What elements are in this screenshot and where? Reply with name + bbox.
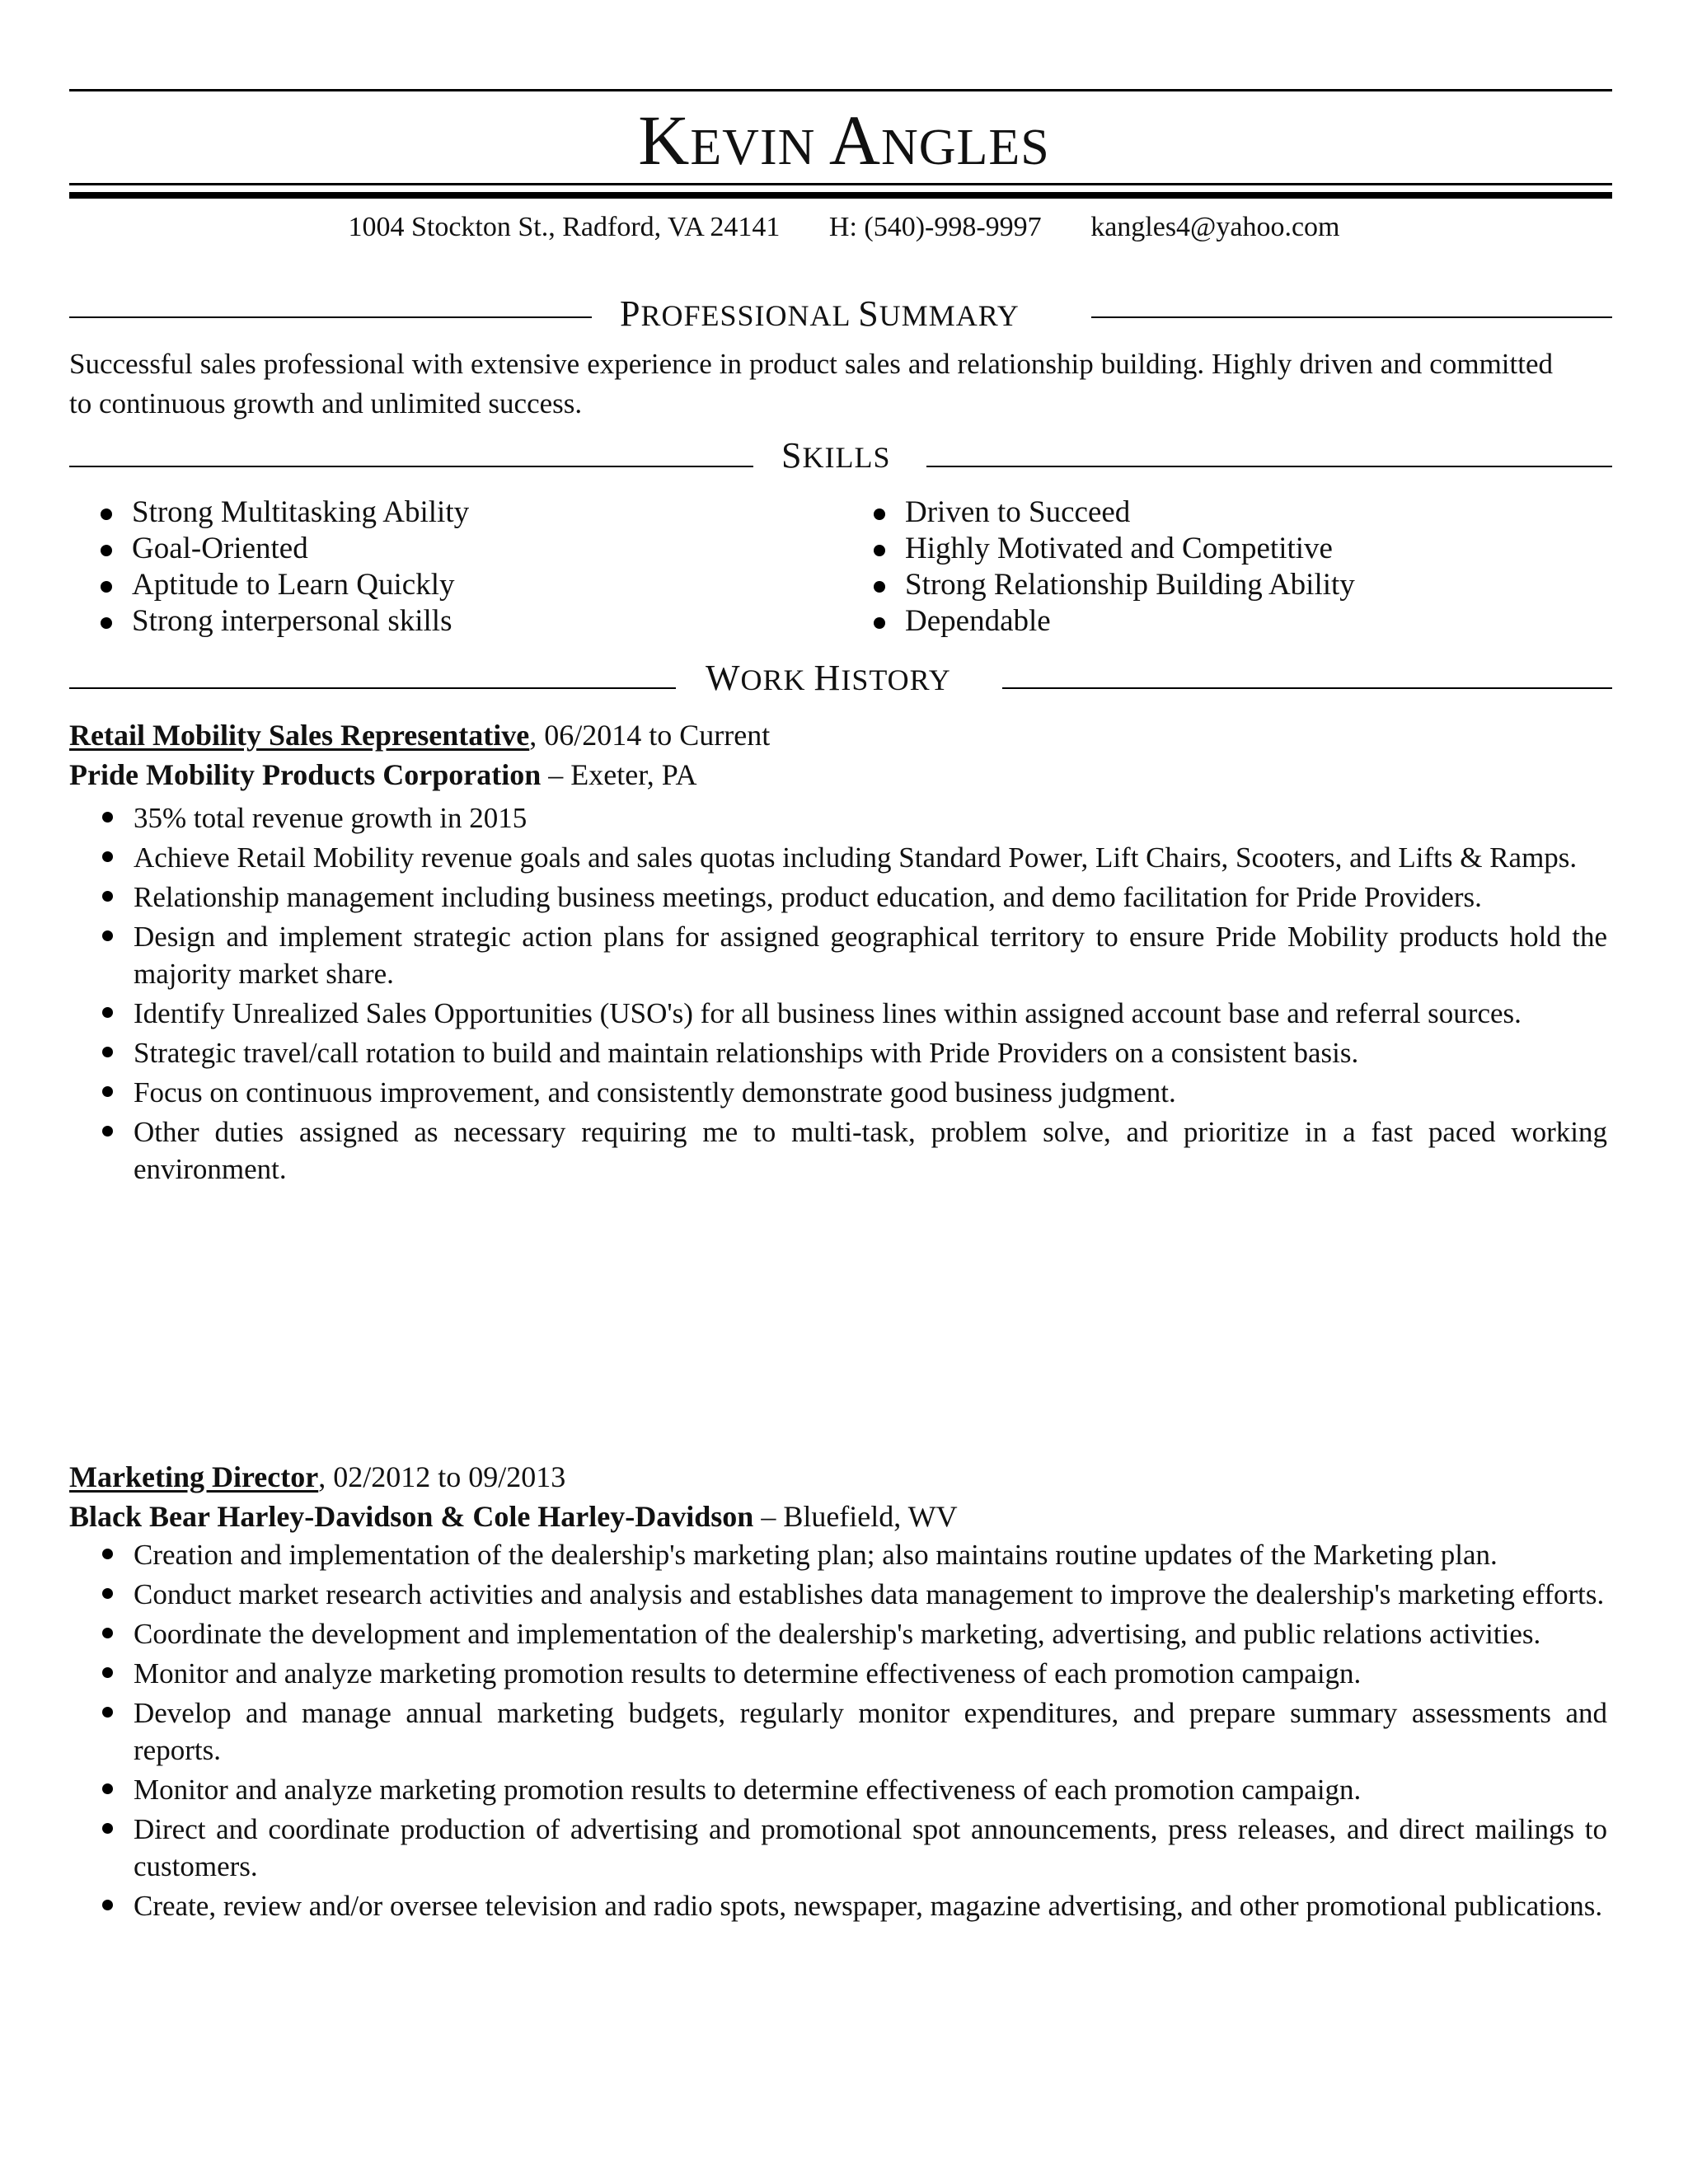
duty-item: Creation and implementation of the dealership's marketing plan; also maintains routine updates of the Marketing plan. bbox=[102, 1536, 1607, 1573]
duty-item: Design and implement strategic action plans for assigned geographical territory to ensure Pride Mobility products hold the majority market share. bbox=[102, 918, 1607, 992]
job-2-company-line bbox=[69, 1497, 958, 1536]
skill-item: Goal-Oriented bbox=[101, 531, 469, 567]
summary-rule-left bbox=[69, 316, 592, 318]
duty-item: Direct and coordinate production of advertising and promotional spot announcements, press releases, and direct mailings to customers. bbox=[102, 1811, 1607, 1885]
header-rule-thick bbox=[69, 192, 1612, 199]
job-2-title: Marketing Director bbox=[69, 1460, 319, 1493]
job-1-company-line bbox=[69, 755, 697, 794]
header-top-rule bbox=[69, 89, 1612, 91]
work-rule-right bbox=[1002, 687, 1612, 689]
skills-list-left bbox=[101, 494, 469, 640]
job-1-dates: , 06/2014 to Current bbox=[529, 719, 771, 752]
duty-item: Conduct market research activities and analysis and establishes data management to improve the dealership's marketing efforts. bbox=[102, 1576, 1607, 1613]
job-2-dates: , 02/2012 to 09/2013 bbox=[318, 1460, 566, 1493]
skills-heading bbox=[781, 437, 890, 476]
duty-item: Achieve Retail Mobility revenue goals and sales quotas including Standard Power, Lift Chairs, Scooters, and Lifts & Ramps. bbox=[102, 839, 1607, 876]
job-2-company: Black Bear Harley-Davidson & Cole Harley-Davidson bbox=[69, 1500, 754, 1533]
skill-item: Strong interpersonal skills bbox=[101, 603, 469, 640]
summary-heading-rest: ROFESSIONAL bbox=[640, 299, 859, 332]
candidate-name bbox=[0, 101, 1688, 180]
work-heading-rest2: ISTORY bbox=[841, 663, 951, 696]
skill-item: Highly Motivated and Competitive bbox=[874, 531, 1355, 567]
duty-item: 35% total revenue growth in 2015 bbox=[102, 799, 1607, 837]
work-heading-rest: ORK bbox=[740, 663, 814, 696]
header-rule-thin bbox=[69, 183, 1612, 185]
duty-item: Develop and manage annual marketing budgets, regularly monitor expenditures, and prepare summary assessments and reports. bbox=[102, 1694, 1607, 1769]
job-1-company: Pride Mobility Products Corporation bbox=[69, 758, 542, 791]
contact-line bbox=[0, 209, 1688, 246]
skills-rule-right bbox=[926, 466, 1612, 467]
skill-item: Dependable bbox=[874, 603, 1355, 640]
summary-heading-rest2: UMMARY bbox=[879, 299, 1020, 332]
name-first-rest: EVIN bbox=[690, 120, 816, 176]
skills-rule-left bbox=[69, 466, 753, 467]
duty-item: Identify Unrealized Sales Opportunities (USO's) for all business lines within assigned account base and referral sources. bbox=[102, 995, 1607, 1032]
job-2-location: – Bluefield, WV bbox=[753, 1500, 958, 1533]
skills-heading-rest: KILLS bbox=[802, 441, 891, 474]
contact-address: 1004 Stockton St., Radford, VA 24141 bbox=[348, 212, 781, 242]
duty-item: Focus on continuous improvement, and consistently demonstrate good business judgment. bbox=[102, 1074, 1607, 1111]
duty-item: Monitor and analyze marketing promotion results to determine effectiveness of each promotion campaign. bbox=[102, 1655, 1607, 1692]
name-last-rest: NGLES bbox=[881, 120, 1050, 176]
skill-item: Strong Multitasking Ability bbox=[101, 494, 469, 531]
name-last-initial: A bbox=[828, 101, 881, 180]
duty-item: Monitor and analyze marketing promotion results to determine effectiveness of each promotion campaign. bbox=[102, 1771, 1607, 1808]
name-first-initial: K bbox=[638, 101, 691, 180]
duty-item: Create, review and/or oversee television and radio spots, newspaper, magazine advertising, and other promotional publications. bbox=[102, 1887, 1607, 1924]
summary-rule-right bbox=[1091, 316, 1612, 318]
duty-item: Strategic travel/call rotation to build and maintain relationships with Pride Providers on a consistent basis. bbox=[102, 1034, 1607, 1071]
summary-heading-initial2: S bbox=[858, 293, 879, 334]
contact-phone: H: (540)-998-9997 bbox=[828, 212, 1042, 242]
job-2-title-line bbox=[69, 1457, 565, 1497]
work-heading bbox=[706, 659, 951, 699]
job-1-title: Retail Mobility Sales Representative bbox=[69, 719, 530, 752]
work-rule-left bbox=[69, 687, 676, 689]
skill-item: Aptitude to Learn Quickly bbox=[101, 567, 469, 603]
skill-item: Strong Relationship Building Ability bbox=[874, 567, 1355, 603]
summary-text: Successful sales professional with extensive experience in product sales and relationship building. Highly driven and committed to continuous growth and unlimited success. bbox=[69, 348, 1553, 419]
duty-item: Other duties assigned as necessary requiring me to multi-task, problem solve, and prioritize in a fast paced working environment. bbox=[102, 1113, 1607, 1188]
job-1-title-line bbox=[69, 715, 770, 755]
skills-heading-initial: S bbox=[781, 435, 803, 476]
duty-item: Coordinate the development and implementation of the dealership's marketing, advertising, and public relations activities. bbox=[102, 1615, 1607, 1652]
summary-heading-initial: P bbox=[620, 293, 641, 334]
summary-heading bbox=[620, 295, 1020, 335]
contact-email: kangles4@yahoo.com bbox=[1090, 212, 1340, 242]
job-1-location: – Exeter, PA bbox=[541, 758, 697, 791]
job-2-duties bbox=[102, 1536, 1607, 1927]
skills-list-right bbox=[874, 494, 1355, 640]
work-heading-initial2: H bbox=[814, 658, 842, 698]
job-1-duties bbox=[102, 799, 1607, 1190]
duty-item: Relationship management including business meetings, product education, and demo facilitation for Pride Providers. bbox=[102, 879, 1607, 916]
work-heading-initial: W bbox=[706, 658, 741, 698]
skill-item: Driven to Succeed bbox=[874, 494, 1355, 531]
